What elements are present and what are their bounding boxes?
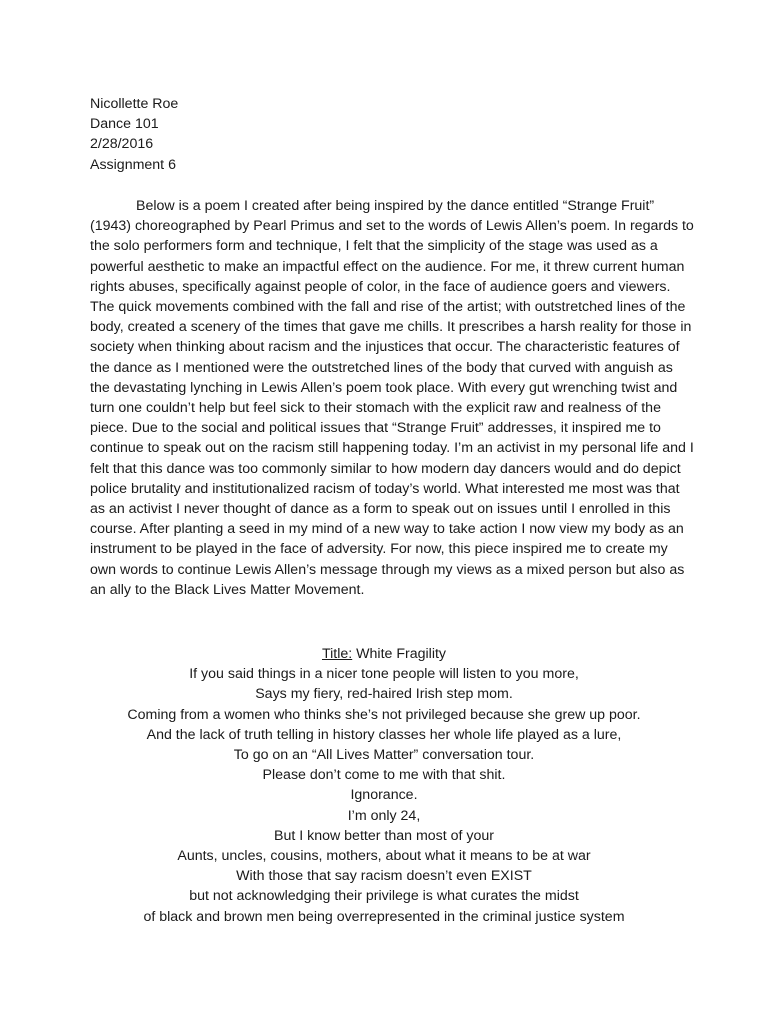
poem-line: But I know better than most of your	[273, 827, 495, 844]
poem-line: Says my fiery, red-haired Irish step mom.	[255, 686, 513, 703]
paragraph-line: rights abuses, specifically against people of color, in the face of audience goers and viewers.	[90, 278, 671, 295]
poem-line: If you said things in a nicer tone people will listen to you more,	[189, 666, 579, 683]
paragraph-line: continue to speak out on the racism still happening today. I’m an activist in my personal life and I	[90, 440, 694, 457]
paragraph-line: Below is a poem I created after being inspired by the dance entitled “Strange Fruit”	[136, 198, 655, 214]
poem-line: Ignorance.	[350, 787, 418, 804]
poem-title	[84, 644, 684, 664]
poem-line: of black and brown men being overrepresented in the criminal justice system	[143, 908, 625, 925]
paragraph-line: instrument to be played in the face of adversity. For now, this piece inspired me to create my	[90, 541, 668, 558]
assignment-label: Assignment 6	[90, 156, 176, 173]
poem-line: I’m only 24,	[347, 807, 421, 824]
poem-line: Please don’t come to me with that shit.	[262, 767, 506, 784]
document-date: 2/28/2016	[90, 136, 154, 153]
paragraph-line: police brutality and institutionalized racism of today’s world. What interested me most was that	[90, 480, 680, 497]
essay-paragraph	[90, 196, 694, 600]
paragraph-line: felt that this dance was too commonly similar to how modern day dancers would and do depict	[90, 460, 681, 477]
paragraph-line: powerful aesthetic to make an impactful effect on the audience. For me, it threw current human	[90, 258, 685, 275]
poem-title-text: White Fragility	[352, 646, 447, 662]
paragraph-line: own words to continue Lewis Allen’s message through my views as a mixed person but also as	[90, 561, 685, 578]
poem	[84, 644, 684, 927]
paragraph-line: the devastating lynching in Lewis Allen’s poem took place. With every gut wrenching twist and	[90, 379, 678, 396]
paragraph-line: an ally to the Black Lives Matter Movement.	[90, 581, 365, 598]
paragraph-line: society when thinking about racism and the injustices that occur. The characteristic features of	[90, 339, 680, 356]
paragraph-line: The quick movements combined with the fall and rise of the artist; with outstretched lines of the	[90, 299, 686, 316]
poem-line: With those that say racism doesn’t even EXIST	[236, 868, 532, 885]
poem-line: but not acknowledging their privilege is what curates the midst	[189, 888, 579, 905]
poem-line: To go on an “All Lives Matter” conversation tour.	[233, 747, 535, 764]
author-name: Nicollette Roe	[90, 96, 179, 112]
paragraph-line: (1943) choreographed by Pearl Primus and set to the words of Lewis Allen’s poem. In regards to	[90, 218, 694, 235]
document-header	[90, 94, 178, 175]
course-name: Dance 101	[90, 116, 159, 133]
poem-line: Coming from a women who thinks she’s not privileged because she grew up poor.	[127, 706, 641, 723]
paragraph-line: course. After planting a seed in my mind of a new way to take action I now view my body as an	[90, 521, 684, 538]
paragraph-line: turn one couldn’t help but feel sick to their stomach with the explicit raw and realness of the	[90, 400, 661, 417]
poem-line: Aunts, uncles, cousins, mothers, about what it means to be at war	[177, 848, 591, 865]
paragraph-line: the solo performers form and technique, I felt that the simplicity of the stage was used as a	[90, 238, 658, 255]
paragraph-line: as an activist I never thought of dance as a form to speak out on issues until I enrolled in this	[90, 501, 671, 518]
poem-title-label: Title:	[321, 646, 353, 662]
poem-line: And the lack of truth telling in history classes her whole life played as a lure,	[146, 726, 622, 743]
paragraph-line: body, created a scenery of the times that gave me chills. It prescribes a harsh reality for those in	[90, 319, 692, 336]
paragraph-line: the dance as I mentioned were the outstretched lines of the body that curved with anguish as	[90, 359, 673, 376]
paragraph-line: piece. Due to the social and political issues that “Strange Fruit” addresses, it inspired me to	[90, 420, 661, 437]
